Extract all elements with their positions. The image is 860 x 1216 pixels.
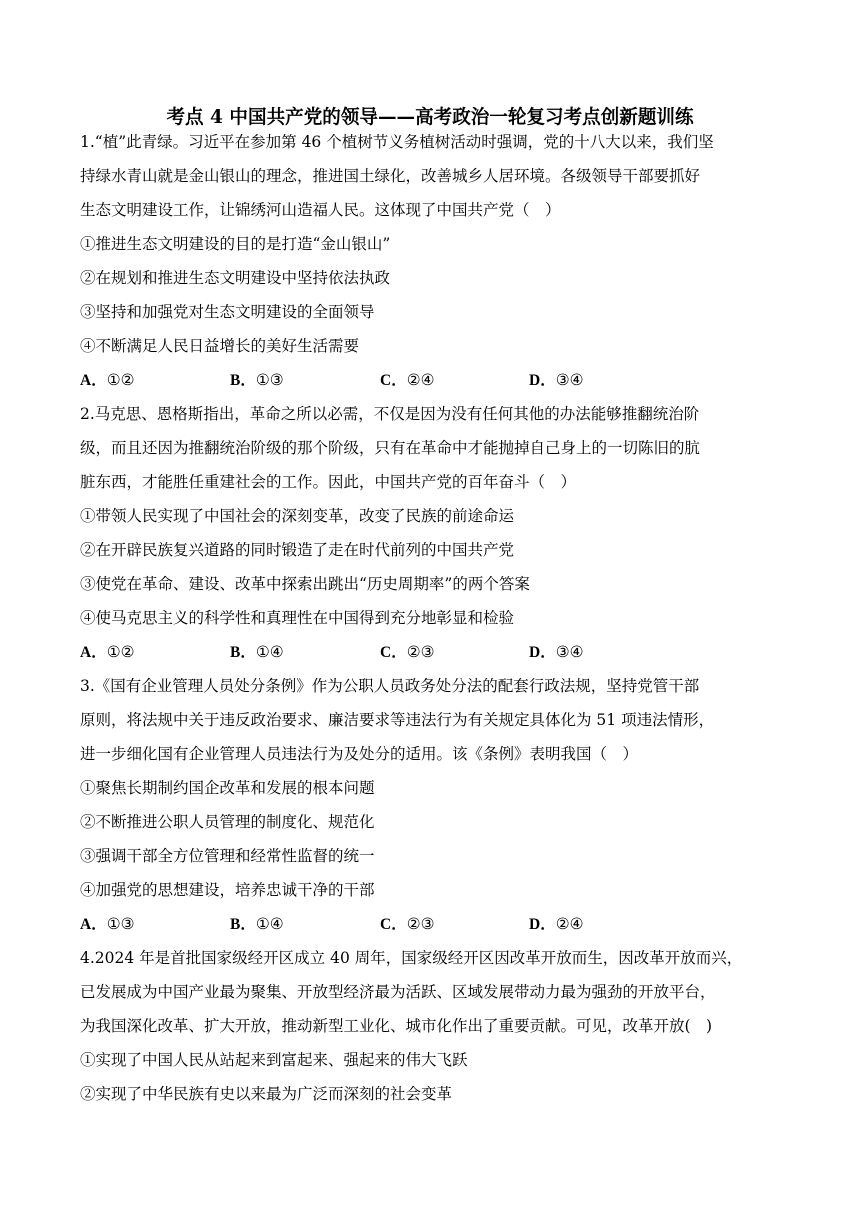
q3-statement-2: ②不断推进公职人员管理的制度化、规范化 [80,813,375,831]
q3-stem-line-1: 3.《国有企业管理人员处分条例》作为公职人员政务处分法的配套行政法规，坚持党管干部 [80,677,700,695]
q3-option-d: D．②④ [529,915,584,933]
q1-stem-line-2: 持绿水青山就是金山银山的理念，推进国土绿化，改善城乡人居环境。各级领导干部要抓好 [80,167,701,185]
q3-statement-3: ③强调干部全方位管理和经常性监督的统一 [80,847,375,865]
q1-option-d: D．③④ [529,371,584,389]
q4-statement-2: ②实现了中华民族有史以来最为广泛而深刻的社会变革 [80,1085,453,1103]
q1-statement-1: ①推进生态文明建设的目的是打造“金山银山” [80,235,391,253]
q2-statement-1: ①带领人民实现了中国社会的深刻变革，改变了民族的前途命运 [80,507,515,525]
q4-stem-line-2: 已发展成为中国产业最为聚集、开放型经济最为活跃、区域发展带动力最为强劲的开放平台， [80,983,716,1001]
q1-stem-line-3: 生态文明建设工作，让锦绣河山造福人民。这体现了中国共产党（ ） [80,201,561,219]
q2-option-a: A．①② [80,643,135,661]
q2-option-b: B．①④ [230,643,284,661]
q3-option-b: B．①④ [230,915,284,933]
q2-stem-line-3: 脏东西，才能胜任重建社会的工作。因此，中国共产党的百年奋斗（ ） [80,473,577,491]
q3-statement-1: ①聚焦长期制约国企改革和发展的根本问题 [80,779,375,797]
q2-stem-line-1: 2.马克思、恩格斯指出，革命之所以必需，不仅是因为没有任何其他的办法能够推翻统治阶 [80,405,700,423]
page-title: 考点 4 中国共产党的领导——高考政治一轮复习考点创新题训练 [166,106,694,128]
q3-statement-4: ④加强党的思想建设，培养忠诚干净的干部 [80,881,375,899]
q3-option-c: C．②③ [380,915,435,933]
q3-stem-line-3: 进一步细化国有企业管理人员违法行为及处分的适用。该《条例》表明我国（ ） [80,745,639,763]
q2-option-c: C．②③ [380,643,435,661]
q1-option-b: B．①③ [230,371,284,389]
q4-statement-1: ①实现了中国人民从站起来到富起来、强起来的伟大飞跃 [80,1051,468,1069]
q1-statement-4: ④不断满足人民日益增长的美好生活需要 [80,337,360,355]
q3-option-a: A．①③ [80,915,135,933]
q2-option-d: D．③④ [529,643,584,661]
q1-option-c: C．②④ [380,371,435,389]
q1-stem-line-1: 1.“植”此青绿。习近平在参加第 46 个植树节义务植树活动时强调，党的十八大以来，我们坚 [80,133,714,151]
q3-stem-line-2: 原则，将法规中关于违反政治要求、廉洁要求等违法行为有关规定具体化为 51 项违法情形， [80,711,715,729]
q4-stem-line-1: 4.2024 年是首批国家级经开区成立 40 周年，国家级经开区因改革开放而生，因改革开放而兴， [80,949,743,967]
q2-stem-line-2: 级，而且还因为推翻统治阶级的那个阶级，只有在革命中才能抛掉自己身上的一切陈旧的肮 [80,439,701,457]
q2-statement-2: ②在开辟民族复兴道路的同时锻造了走在时代前列的中国共产党 [80,541,515,559]
q1-option-a: A．①② [80,371,135,389]
q1-statement-2: ②在规划和推进生态文明建设中坚持依法执政 [80,269,391,287]
q4-stem-line-3: 为我国深化改革、扩大开放，推动新型工业化、城市化作出了重要贡献。可见，改革开放( ) [80,1017,713,1035]
q2-statement-3: ③使党在革命、建设、改革中探索出跳出“历史周期率”的两个答案 [80,575,530,593]
q1-statement-3: ③坚持和加强党对生态文明建设的全面领导 [80,303,375,321]
q2-statement-4: ④使马克思主义的科学性和真理性在中国得到充分地彰显和检验 [80,609,515,627]
